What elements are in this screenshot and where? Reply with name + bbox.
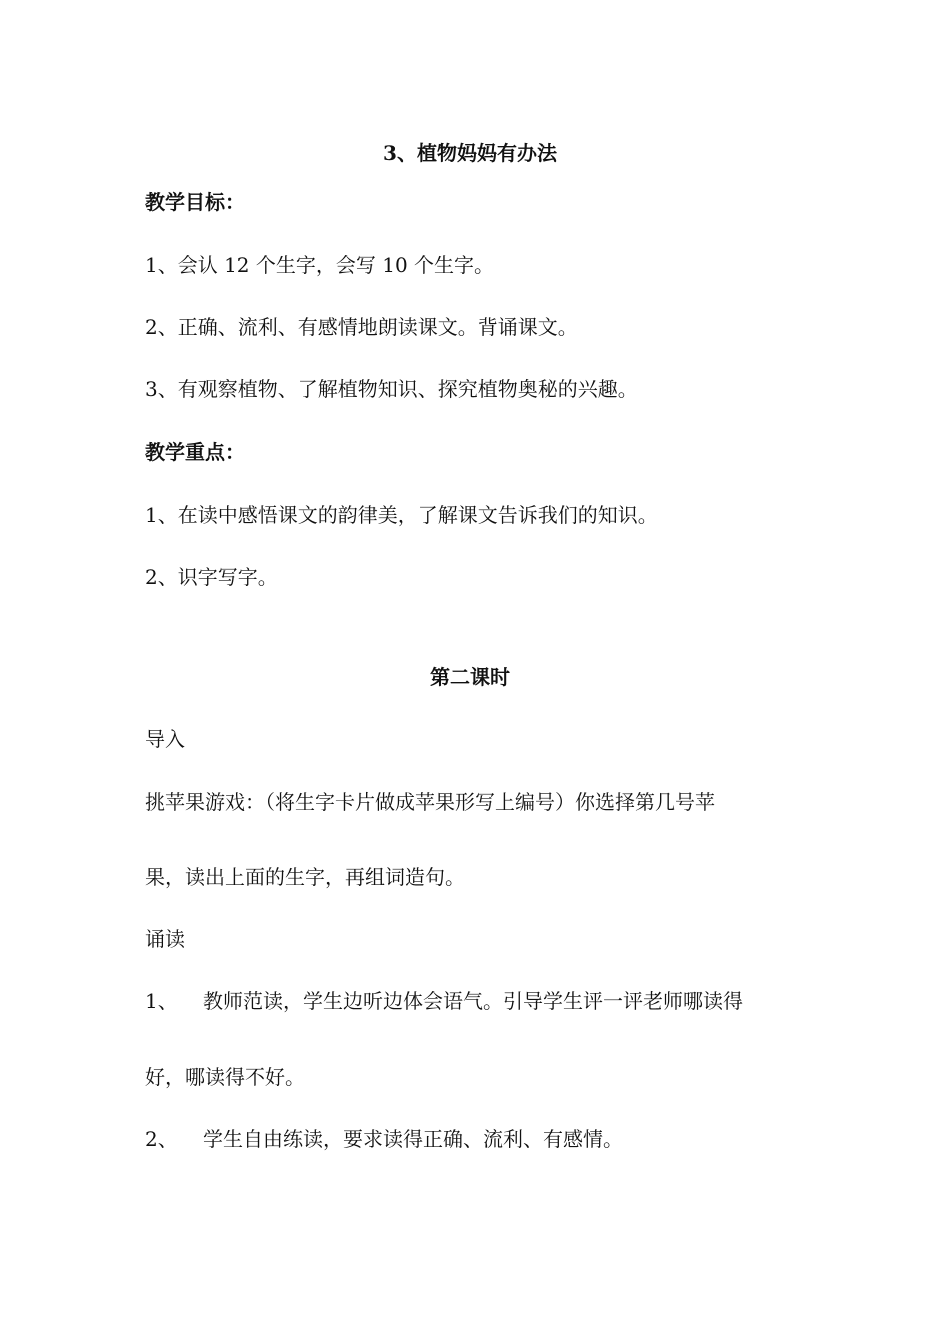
objective-item: 1、会认 12 个生字，会写 10 个生字。: [145, 253, 495, 277]
recite-heading: 诵读: [145, 927, 185, 951]
document-title: 3、植物妈妈有办法: [383, 141, 557, 165]
objectives-heading: 教学目标：: [145, 190, 245, 214]
lesson-title: 第二课时: [430, 665, 510, 689]
recite-item-number: 2、: [145, 1127, 178, 1151]
recite-item: [145, 987, 743, 1015]
key-points-heading: 教学重点：: [145, 440, 245, 464]
intro-heading: 导入: [145, 727, 185, 751]
intro-text-line: 挑苹果游戏：（将生字卡片做成苹果形写上编号）你选择第几号苹: [145, 790, 715, 814]
recite-item: [145, 1125, 623, 1153]
recite-item-text: 学生自由练读，要求读得正确、流利、有感情。: [203, 1127, 623, 1151]
intro-text-line: 果，读出上面的生字，再组词造句。: [145, 865, 465, 889]
key-point-item: 1、在读中感悟课文的韵律美，了解课文告诉我们的知识。: [145, 503, 658, 527]
recite-item-text: 教师范读，学生边听边体会语气。引导学生评一评老师哪读得: [203, 989, 743, 1013]
recite-item-number: 1、: [145, 989, 178, 1013]
recite-item-continuation: 好，哪读得不好。: [145, 1065, 305, 1089]
objective-item: 3、有观察植物、了解植物知识、探究植物奥秘的兴趣。: [145, 377, 638, 401]
objective-item: 2、正确、流利、有感情地朗读课文。背诵课文。: [145, 315, 578, 339]
key-point-item: 2、识字写字。: [145, 565, 278, 589]
